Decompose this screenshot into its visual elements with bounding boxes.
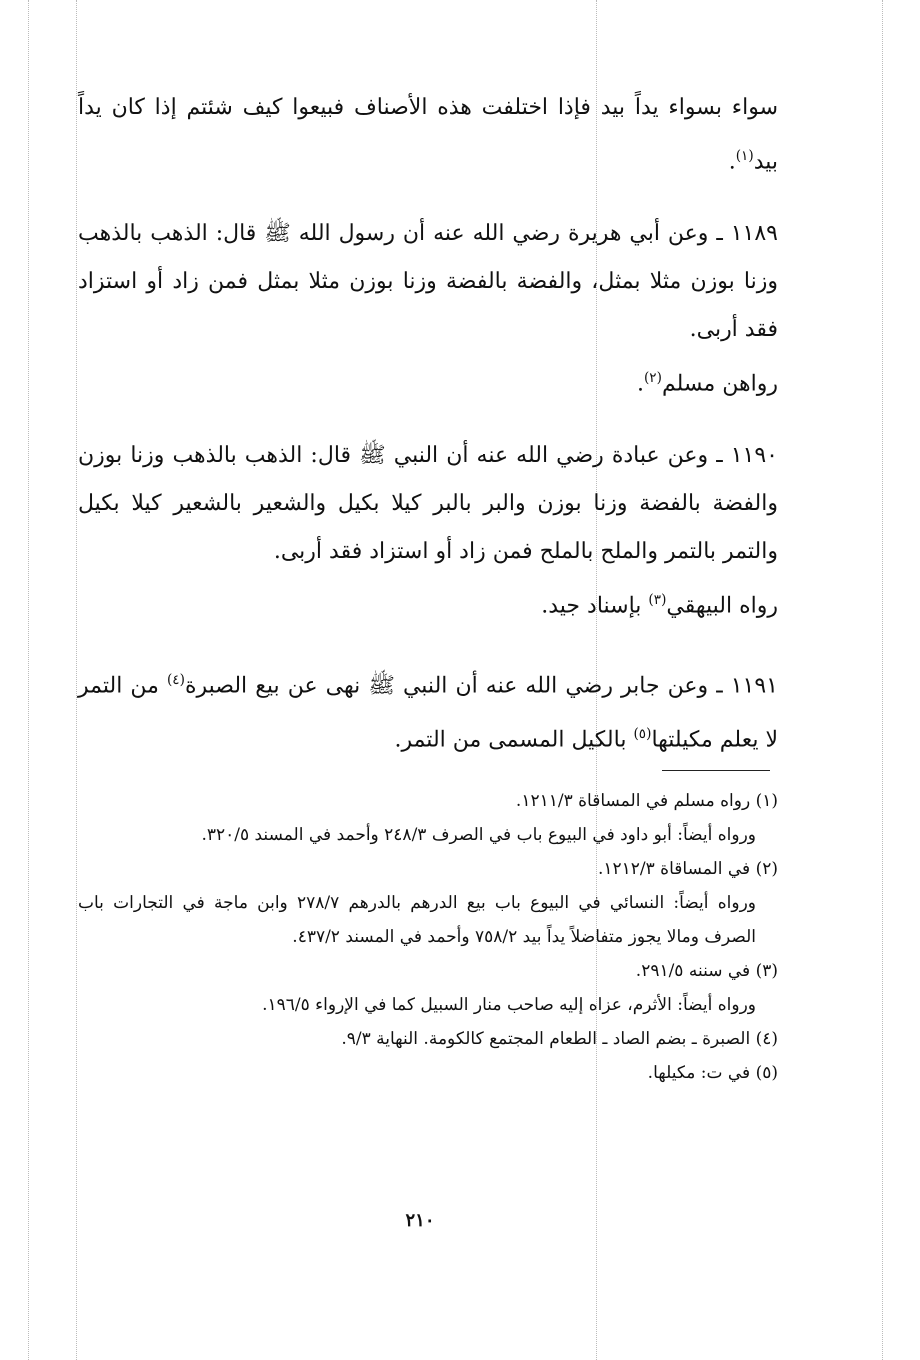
footnotes bbox=[78, 784, 778, 1090]
footnote: ورواه أيضاً: النسائي في البيوع باب بيع الدرهم بالدرهم ٢٧٨/٧ وابن ماجة في التجارات باب الصرف ومالا يجوز متفاضلاً يداً بيد ٧٥٨/٢ وأحمد في المسند ٤٣٧/٢. bbox=[78, 893, 756, 947]
scan-guide-line bbox=[76, 0, 77, 1360]
hadith-1190 bbox=[78, 432, 778, 630]
paragraph-body: سواء بسواء يداً بيد فإذا اختلفت هذه الأصناف فبيعوا كيف شئتم إذا كان يداً بيد bbox=[78, 95, 778, 175]
source-text: رواهن مسلم bbox=[661, 371, 778, 397]
hadith-1191 bbox=[78, 656, 778, 765]
footnote: (٣) في سننه ٢٩١/٥. bbox=[635, 961, 778, 981]
source-text: رواه البيهقي bbox=[666, 593, 778, 619]
footnote: ورواه أيضاً: الأثرم، عزاه إليه صاحب منار السبيل كما في الإرواء ١٩٦/٥. bbox=[262, 995, 756, 1015]
footnote: ورواه أيضاً: أبو داود في البيوع باب في الصرف ٢٤٨/٣ وأحمد في المسند ٣٢٠/٥. bbox=[201, 825, 756, 845]
scan-guide-line bbox=[882, 0, 883, 1360]
hadith-text: ١١٨٩ ـ وعن أبي هريرة رضي الله عنه أن رسول الله ﷺ قال: الذهب بالذهب وزنا بوزن مثلا بمثل، والفضة بالفضة وزنا بوزن مثلا بمثل فمن زاد أو استزاد فقد أربى. bbox=[78, 221, 778, 342]
hadith-text: ١١٩٠ ـ وعن عبادة رضي الله عنه أن النبي ﷺ قال: الذهب بالذهب وزنا بوزن والفضة بالفضة وزنا بوزن والبر بالبر كيلا بكيل والشعير بالشعير كيلا بكيل والتمر بالتمر والملح بالملح فمن زاد أو استزاد فقد أربى. bbox=[78, 443, 778, 564]
hadith-text-part: بالكيل المسمى من التمر. bbox=[394, 727, 634, 753]
paragraph-text: سواء بسواء يداً بيد فإذا اختلفت هذه الأصناف فبيعوا كيف شئتم إذا كان يداً بيد$^{(١)}$. bbox=[78, 95, 778, 175]
hadith-text-part: من التمر لا يعلم مكيلتها bbox=[78, 673, 778, 753]
footnote-ref: (٤) bbox=[166, 672, 185, 688]
page-number: ٢١٠ bbox=[405, 1210, 435, 1231]
footnote: (٤) الصبرة ـ بضم الصاد ـ الطعام المجتمع كالكومة. النهاية ٩/٣. bbox=[341, 1029, 778, 1049]
footnote-ref: (٣) bbox=[648, 592, 667, 608]
footnote-ref: (٢) bbox=[643, 370, 662, 386]
footnote-separator bbox=[662, 770, 770, 771]
footnote-ref: (٥) bbox=[633, 726, 652, 743]
footnote: (٢) في المساقاة ١٢١٢/٣. bbox=[597, 859, 778, 879]
hadith-1189 bbox=[78, 210, 778, 408]
footnote-ref: (١) bbox=[735, 148, 754, 164]
hadith-text-part: ١١٩١ ـ وعن جابر رضي الله عنه أن النبي ﷺ نهى عن بيع الصبرة bbox=[184, 673, 778, 699]
source-end: . bbox=[636, 371, 644, 397]
scan-guide-line bbox=[28, 0, 29, 1360]
hadith-text bbox=[78, 656, 778, 765]
source-end: بإسناد جيد. bbox=[541, 593, 649, 619]
footnote: (١) رواه مسلم في المساقاة ١٢١١/٣. bbox=[515, 791, 778, 811]
footnote: (٥) في ت: مكيلها. bbox=[647, 1063, 778, 1083]
hadith-source bbox=[78, 354, 778, 408]
continuation-paragraph bbox=[78, 84, 778, 186]
hadith-source bbox=[78, 576, 778, 630]
